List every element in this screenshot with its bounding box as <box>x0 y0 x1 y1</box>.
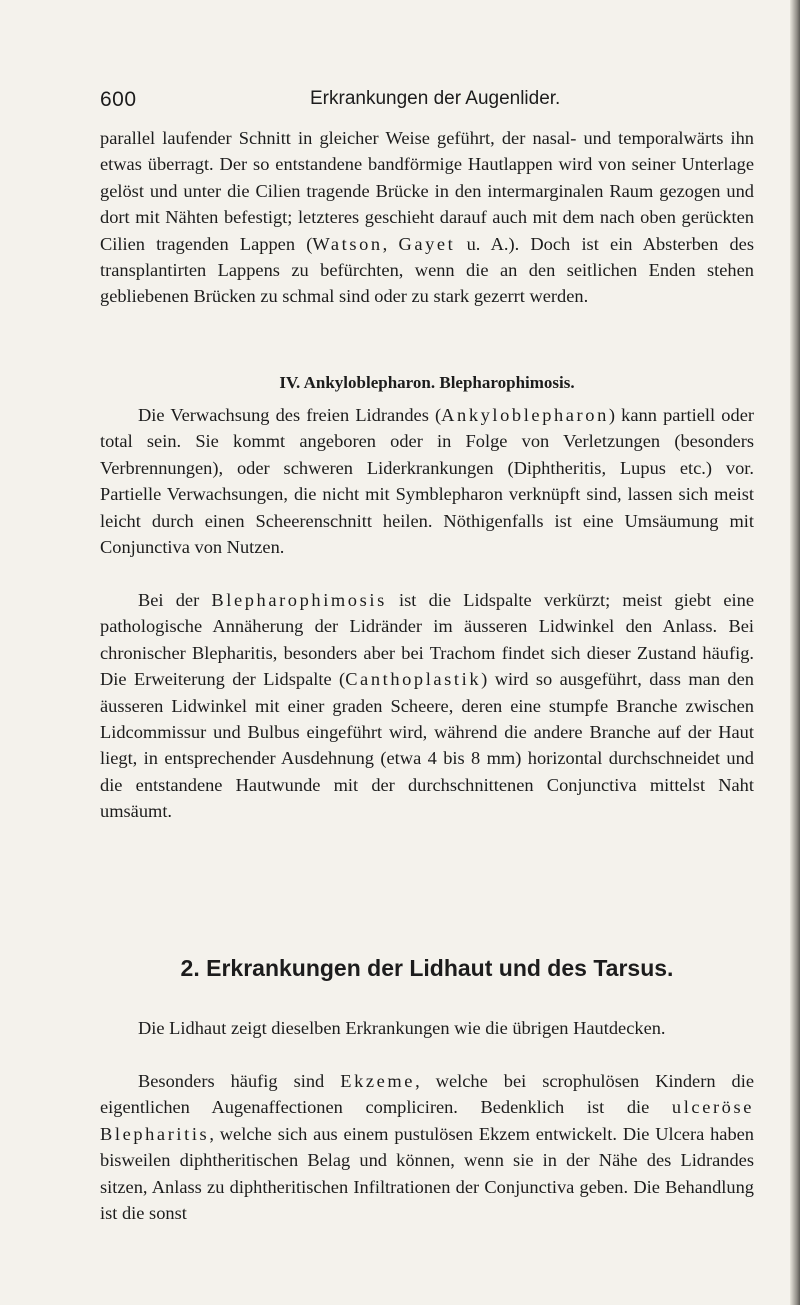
paragraph-text: ist die Lidspalte verkürzt; meist giebt eine pathologische Annäherung der Lidränder im äusseren Lidwinkel den Anlass. Bei chronischer Blepharitis, besonders aber bei Trachom findet sich dieser Zustand häufig. Die Erweiterung der Lidspalte ( <box>100 590 754 690</box>
paragraph-text: u. A.). Doch ist ein Absterben des transplantirten Lappens zu befürchten, wenn die an den seitlichen Enden stehen gebliebenen Brücken zu schmal sind oder zu stark gezerrt werden. <box>100 233 754 307</box>
paragraph-lidhaut: Die Lidhaut zeigt dieselben Erkrankungen wie die übrigen Hautdecken. <box>138 1018 666 1038</box>
paragraph-blepharophimosis <box>100 587 754 825</box>
page-edge-shadow <box>790 0 800 1305</box>
paragraph-text: parallel laufender Schnitt in gleicher Weise geführt, der nasal- und temporalwärts ihn etwas überragt. Der so entstandene bandförmige Hautlappen wird von seiner Unterlage gelöst und unter die Cilien tragende Brücke in den intermarginalen Raum gezogen und dort mit Nähten befestigt; letzteres geschieht darauf auch mit dem nach oben gerückten Cilien tragenden Lappen ( <box>100 128 754 254</box>
author-reference: Gayet <box>398 233 456 254</box>
running-head <box>100 88 755 118</box>
chapter-heading: 2. Erkrankungen der Lidhaut und des Tarsus. <box>180 955 674 981</box>
page-number: 600 <box>100 88 137 111</box>
term-emphasis: Blepharophimosis <box>211 590 387 610</box>
author-reference: Watson <box>312 233 383 254</box>
paragraph-text: Bei der <box>138 590 212 610</box>
paragraph-ekzeme <box>100 1068 754 1226</box>
term-emphasis: Ankyloblepharon <box>441 405 609 425</box>
paragraph-text: ) wird so ausgeführt, dass man den äusseren Lidwinkel mit einer graden Scheere, deren eine stumpfe Branche zwischen Lidcommissur und Bulbus eingeführt wird, während die andere Branche auf der Haut liegt, in entsprechender Ausdehnung (etwa 4 bis 8 mm) horizontal durchschneidet und die entstandene Hautwunde mit der durchschnittenen Conjunctiva mittelst Naht umsäumt. <box>100 669 754 822</box>
paragraph-text: ) kann partiell oder total sein. Sie kommt angeboren oder in Folge von Verletzungen (besonders Verbrennungen), oder schweren Liderkrankungen (Diphtheritis, Lupus etc.) vor. Partielle Verwachsungen, die nicht mit Symblepharon verknüpft sind, lassen sich meist leicht durch einen Scheerenschnitt heilen. Nöthigenfalls ist eine Umsäumung mit Conjunctiva von Nutzen. <box>100 405 754 558</box>
section-heading-iv: IV. Ankyloblepharon. Blepharophimosis. <box>279 373 575 392</box>
paragraph-text: , welche sich aus einem pustulösen Ekzem entwickelt. Die Ulcera haben bisweilen diphtheritischen Belag und können, wenn sie in der Nähe des Lidrandes sitzen, Anlass zu diphtheritischen Infiltrationen der Conjunctiva geben. Die Behandlung ist die sonst <box>100 1123 754 1224</box>
term-emphasis: Canthoplastik <box>345 669 482 690</box>
term-emphasis: Ekzeme <box>340 1071 416 1091</box>
paragraph-ankyloblepharon <box>100 402 754 560</box>
paragraph-text: Die Verwachsung des freien Lidrandes ( <box>138 405 442 425</box>
term-emphasis: ulceröse Blepharitis <box>100 1097 754 1144</box>
paragraph-text: , welche bei scrophulösen Kindern die eigentlichen Augenaffectionen compliciren. Bedenklich ist die <box>100 1071 754 1118</box>
running-title: Erkrankungen der Augenlider. <box>310 88 561 109</box>
separator-text: , <box>382 233 399 254</box>
paragraph-continuation <box>100 125 754 310</box>
paragraph-text: Besonders häufig sind <box>138 1071 341 1091</box>
